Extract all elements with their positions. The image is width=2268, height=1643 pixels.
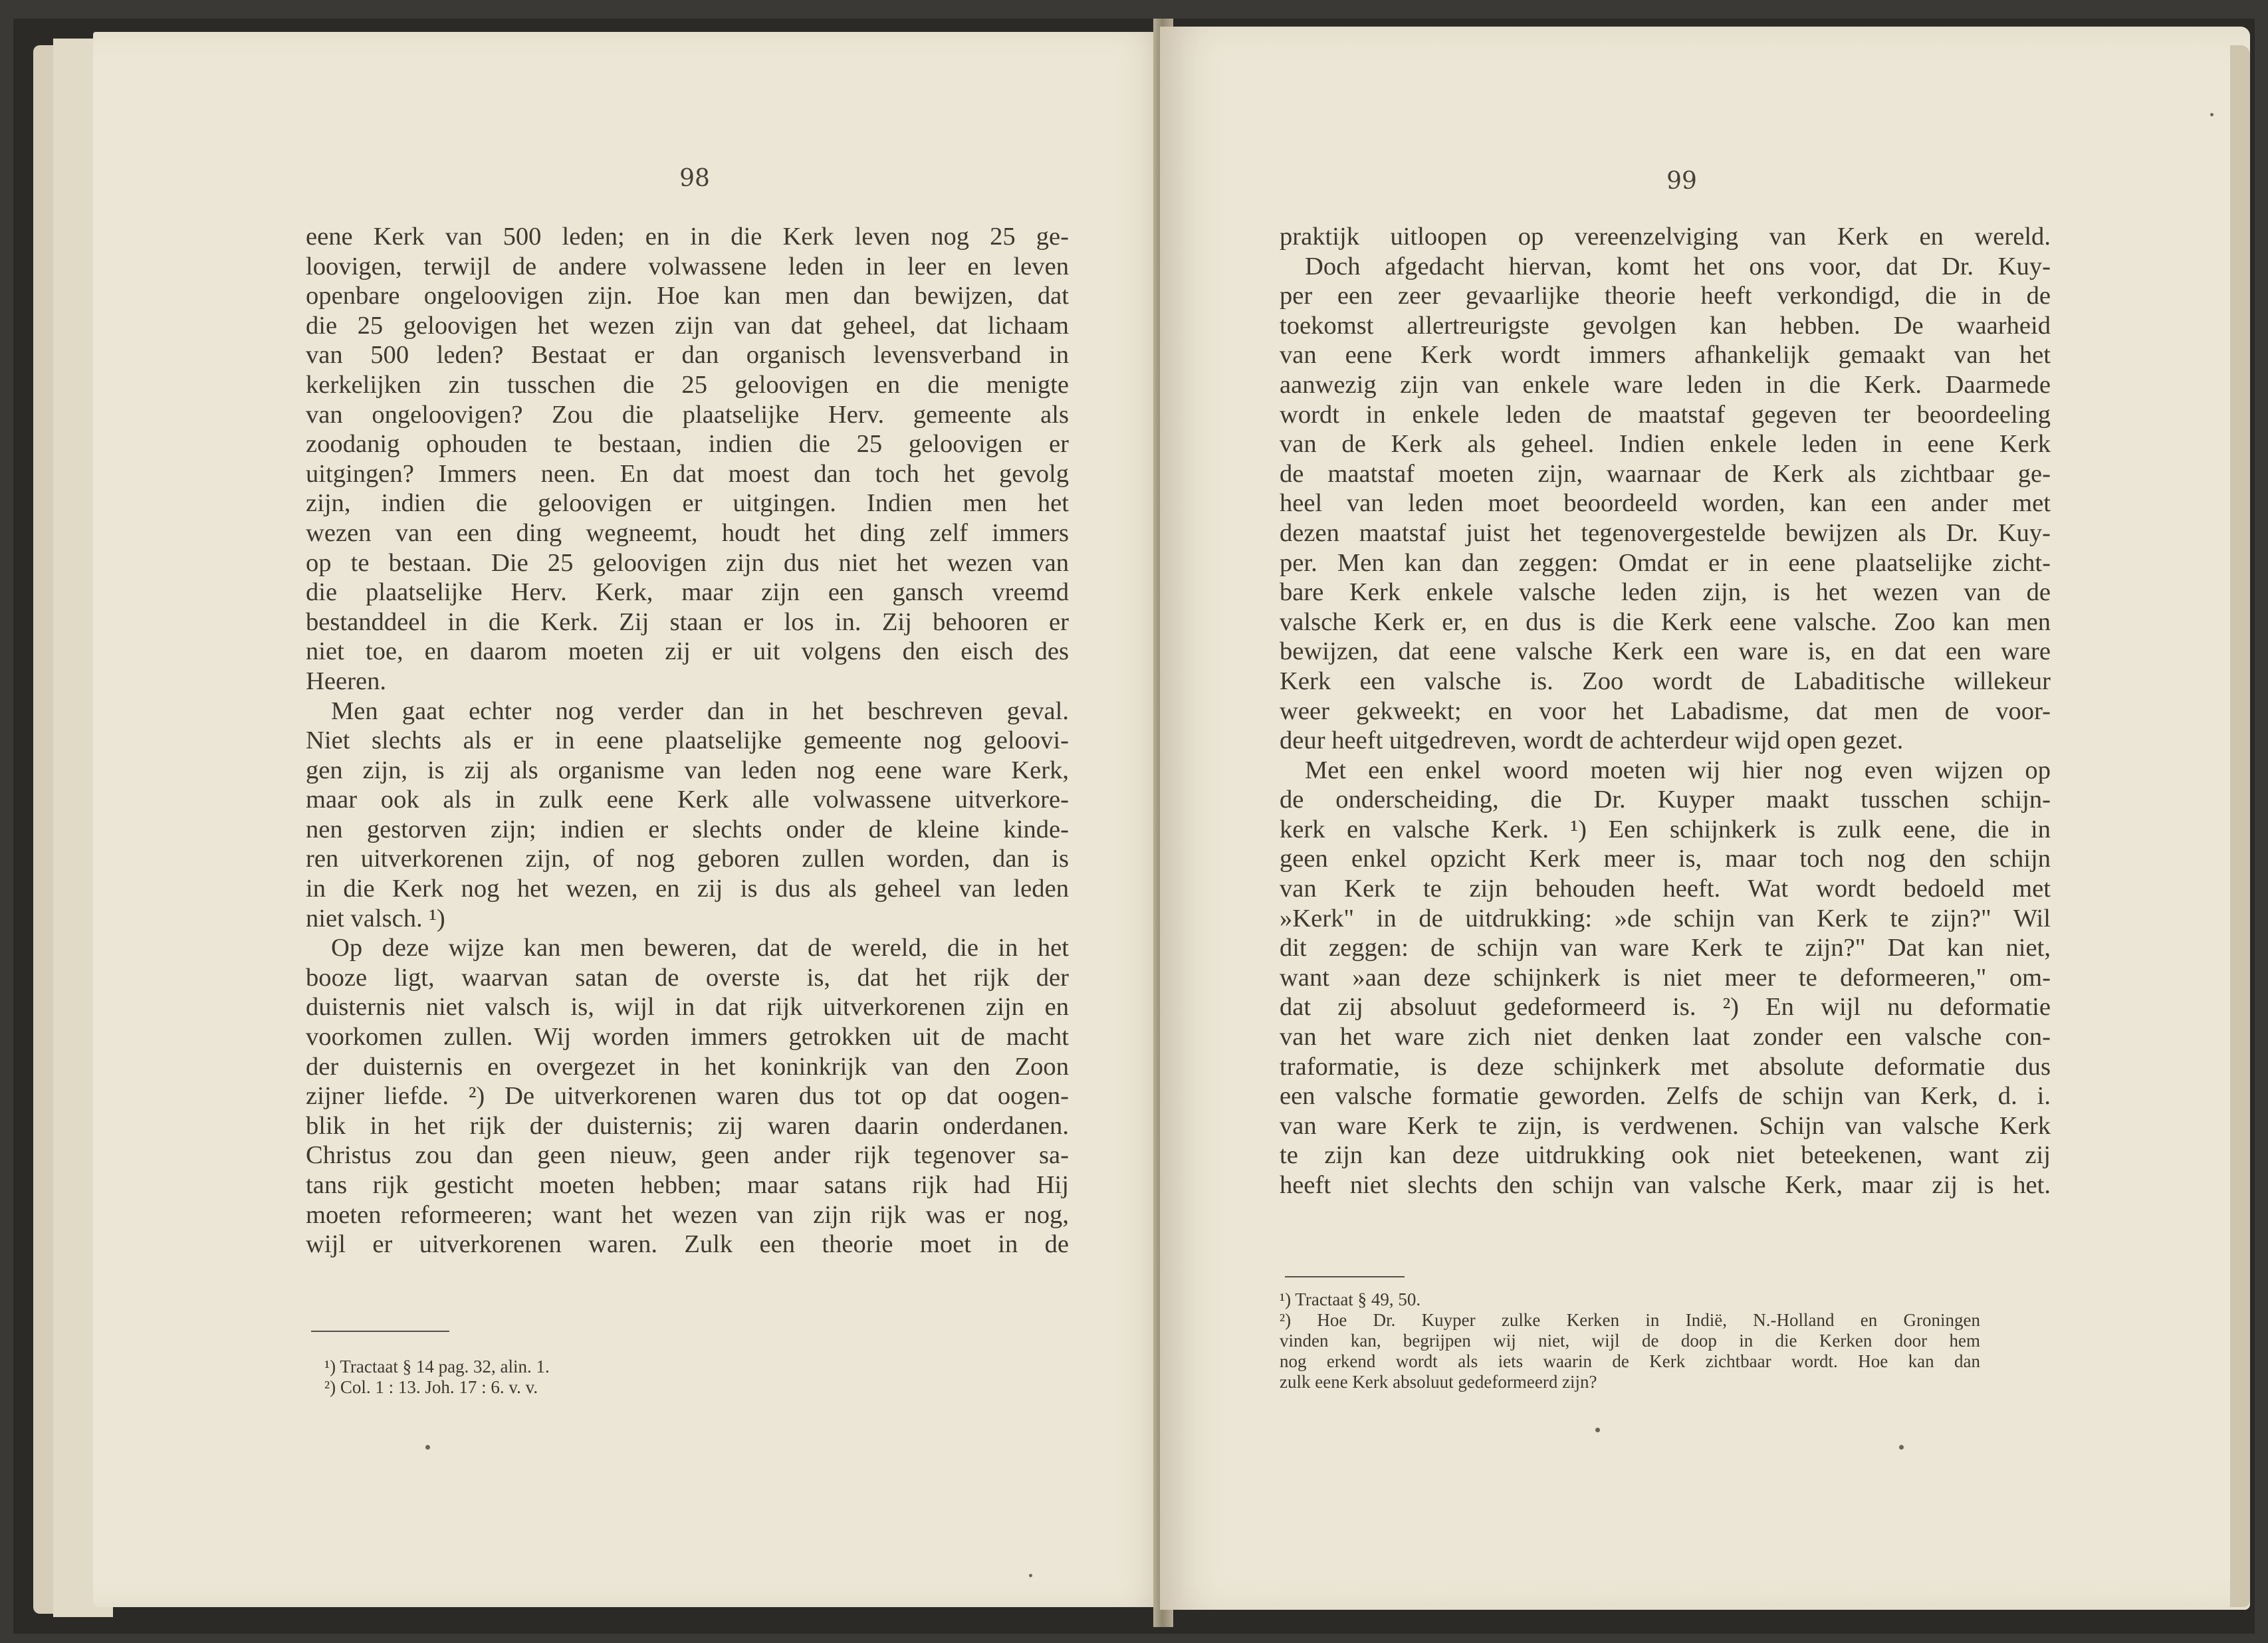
footnote-line: vinden kan, begrijpen wij niet, wijl de doop in die Kerken door hem xyxy=(1280,1331,1980,1351)
footnote-line: nog erkend wordt als iets waarin de Kerk zichtbaar wordt. Hoe kan dan xyxy=(1280,1351,1980,1371)
text-line: heeft niet slechts den schijn van valsche Kerk, maar zij is het. xyxy=(1280,1171,2051,1199)
text-line: toekomst allertreurigste gevolgen kan hebben. De waarheid xyxy=(1280,311,2051,340)
text-line: geen enkel opzicht Kerk meer is, maar toch nog den schijn xyxy=(1280,845,2051,873)
text-line: in die Kerk nog het wezen, en zij is dus als geheel van leden xyxy=(306,875,1069,903)
paper-speck xyxy=(425,1445,430,1450)
text-line: van de Kerk als geheel. Indien enkele leden in eene Kerk xyxy=(1280,430,2051,459)
text-line: een valsche formatie geworden. Zelfs de schijn van Kerk, d. i. xyxy=(1280,1082,2051,1111)
text-line: dat zij absoluut gedeformeerd is. ²) En wijl nu deformatie xyxy=(1280,993,2051,1022)
text-line: traformatie, is deze schijnkerk met absolute deformatie dus xyxy=(1280,1052,2051,1081)
text-line: die plaatselijke Herv. Kerk, maar zijn een gansch vreemd xyxy=(306,578,1069,607)
left-page-body xyxy=(306,222,1069,1260)
text-line: praktijk uitloopen op vereenzelviging van Kerk en wereld. xyxy=(1280,223,2051,251)
footnote-line: ²) Col. 1 : 13. Joh. 17 : 6. v. v. xyxy=(324,1377,538,1397)
text-line: bestanddeel in die Kerk. Zij staan er los in. Zij behooren er xyxy=(306,607,1069,636)
text-line: dezen maatstaf juist het tegenovergestelde bewijzen als Dr. Kuy- xyxy=(1280,518,2051,547)
text-line: Met een enkel woord moeten wij hier nog even wijzen op xyxy=(1305,756,2051,784)
footnote-rule-left xyxy=(311,1331,449,1332)
text-line: per een zeer gevaarlijke theorie heeft verkondigd, die in de xyxy=(1280,282,2051,310)
text-line: weer gekweekt; en voor het Labadisme, dat men de voor- xyxy=(1280,697,2051,725)
page-number-right: 99 xyxy=(1666,167,1697,195)
text-line: want »aan deze schijnkerk is niet meer te deformeeren," om- xyxy=(1280,963,2051,992)
text-line: heel van leden moet beoordeeld worden, kan een ander met xyxy=(1280,489,2051,518)
text-line: maar ook als in zulk eene Kerk alle volwassene uitverkore- xyxy=(306,786,1069,814)
text-line: bewijzen, dat eene valsche Kerk een ware is, en dat een ware xyxy=(1280,637,2051,666)
text-line: deur heeft uitgedreven, wordt de achterdeur wijd open gezet. xyxy=(1280,726,1904,755)
page-number-left: 98 xyxy=(679,165,710,192)
text-line: zoodanig ophouden te bestaan, indien die 25 geloovigen er xyxy=(306,430,1069,459)
paper-speck xyxy=(1029,1574,1032,1577)
text-line: tans rijk gesticht moeten hebben; maar satans rijk had Hij xyxy=(306,1171,1069,1199)
text-line: niet toe, en daarom moeten zij er uit volgens den eisch des xyxy=(306,637,1069,666)
page-edges-right xyxy=(2230,45,2250,1607)
text-line: loovigen, terwijl de andere volwassene leden in leer en leven xyxy=(306,252,1069,280)
paper-speck xyxy=(1595,1428,1600,1432)
text-line: Heeren. xyxy=(306,667,387,695)
text-line: wijl er uitverkorenen waren. Zulk een theorie moet in de xyxy=(306,1230,1069,1259)
text-line: van ongeloovigen? Zou die plaatselijke Herv. gemeente als xyxy=(306,400,1069,429)
text-line: per. Men kan dan zeggen: Omdat er in eene plaatselijke zicht- xyxy=(1280,548,2051,577)
text-line: openbare ongeloovigen zijn. Hoe kan men dan bewijzen, dat xyxy=(306,282,1069,310)
left-page-footnotes xyxy=(324,1357,790,1398)
text-line: kerkelijken zin tusschen die 25 geloovigen en die menigte xyxy=(306,370,1069,399)
text-line: booze ligt, waarvan satan de overste is, dat het rijk der xyxy=(306,963,1069,992)
text-line: zijner liefde. ²) De uitverkorenen waren dus tot op dat oogen- xyxy=(306,1082,1069,1111)
text-line: valsche Kerk er, en dus is die Kerk eene valsche. Zoo kan men xyxy=(1280,607,2051,636)
text-line: wezen van een ding wegneemt, houdt het ding zelf immers xyxy=(306,518,1069,547)
text-line: Kerk een valsche is. Zoo wordt de Labaditische willekeur xyxy=(1280,667,2051,695)
text-line: dit zeggen: de schijn van ware Kerk te zijn?" Dat kan niet, xyxy=(1280,934,2051,962)
left-page xyxy=(93,32,1167,1607)
text-line: moeten reformeeren; want het wezen van zijn rijk was er nog, xyxy=(306,1200,1069,1229)
text-line: wordt in enkele leden de maatstaf gegeven ter beoordeeling xyxy=(1280,400,2051,429)
text-line: te zijn kan deze uitdrukking ook niet beteekenen, want zij xyxy=(1280,1141,2051,1170)
text-line: van het ware zich niet denken laat zonder een valsche con- xyxy=(1280,1023,2051,1051)
right-page-body xyxy=(1280,222,2051,1200)
text-line: van eene Kerk wordt immers afhankelijk gemaakt van het xyxy=(1280,341,2051,370)
text-line: aanwezig zijn van enkele ware leden in die Kerk. Daarmede xyxy=(1280,370,2051,399)
footnote-line: ¹) Tractaat § 49, 50. xyxy=(1280,1289,1421,1309)
text-line: Men gaat echter nog verder dan in het beschreven geval. xyxy=(331,697,1069,725)
text-line: van Kerk te zijn behouden heeft. Wat wordt bedoeld met xyxy=(1280,875,2051,903)
text-line: bare Kerk enkele valsche leden zijn, is het wezen van de xyxy=(1280,578,2051,607)
text-line: gen zijn, is zij als organisme van leden nog eene ware Kerk, xyxy=(306,756,1069,784)
text-line: Op deze wijze kan men beweren, dat de wereld, die in het xyxy=(331,934,1069,962)
text-line: der duisternis en overgezet in het koninkrijk van den Zoon xyxy=(306,1052,1069,1081)
text-line: die 25 geloovigen het wezen zijn van dat geheel, dat lichaam xyxy=(306,311,1069,340)
text-line: Christus zou dan geen nieuw, geen ander rijk tegenover sa- xyxy=(306,1141,1069,1170)
text-line: op te bestaan. Die 25 geloovigen zijn dus niet het wezen van xyxy=(306,548,1069,577)
text-line: kerk en valsche Kerk. ¹) Een schijnkerk is zulk eene, die in xyxy=(1280,815,2051,843)
text-line: van ware Kerk te zijn, is verdwenen. Schijn van valsche Kerk xyxy=(1280,1111,2051,1140)
text-line: blik in het rijk der duisternis; zij waren daarin onderdanen. xyxy=(306,1111,1069,1140)
open-book xyxy=(13,19,2255,1634)
right-page xyxy=(1160,27,2250,1610)
text-line: Niet slechts als er in eene plaatselijke gemeente nog geloovi- xyxy=(306,726,1069,755)
paper-speck xyxy=(1899,1445,1904,1450)
text-line: van 500 leden? Bestaat er dan organisch levensverband in xyxy=(306,341,1069,370)
text-line: eene Kerk van 500 leden; en in die Kerk leven nog 25 ge- xyxy=(306,223,1069,251)
text-line: duisternis niet valsch is, wijl in dat rijk uitverkorenen zijn en xyxy=(306,993,1069,1022)
right-page-footnotes xyxy=(1280,1289,1980,1392)
text-line: zijn, indien die geloovigen er uitgingen. Indien men het xyxy=(306,489,1069,518)
paper-speck xyxy=(2210,113,2213,116)
footnote-line: ²) Hoe Dr. Kuyper zulke Kerken in Indië, N.-Holland en Groningen xyxy=(1280,1310,1980,1330)
text-line: nen gestorven zijn; indien er slechts onder de kleine kinde- xyxy=(306,815,1069,843)
text-line: ren uitverkorenen zijn, of nog geboren zullen worden, dan is xyxy=(306,845,1069,873)
text-line: uitgingen? Immers neen. En dat moest dan toch het gevolg xyxy=(306,459,1069,488)
footnote-line: ¹) Tractaat § 14 pag. 32, alin. 1. xyxy=(324,1357,550,1376)
text-line: »Kerk" in de uitdrukking: »de schijn van Kerk te zijn?" Wil xyxy=(1280,904,2051,932)
text-line: de maatstaf moeten zijn, waarnaar de Kerk als zichtbaar ge- xyxy=(1280,459,2051,488)
text-line: Doch afgedacht hiervan, komt het ons voor, dat Dr. Kuy- xyxy=(1305,252,2051,280)
text-line: voorkomen zullen. Wij worden immers getrokken uit de macht xyxy=(306,1023,1069,1051)
footnote-line: zulk eene Kerk absoluut gedeformeerd zijn? xyxy=(1280,1372,1597,1392)
text-line: de onderscheiding, die Dr. Kuyper maakt tusschen schijn- xyxy=(1280,786,2051,814)
text-line: niet valsch. ¹) xyxy=(306,904,445,932)
footnote-rule-right xyxy=(1285,1276,1405,1277)
